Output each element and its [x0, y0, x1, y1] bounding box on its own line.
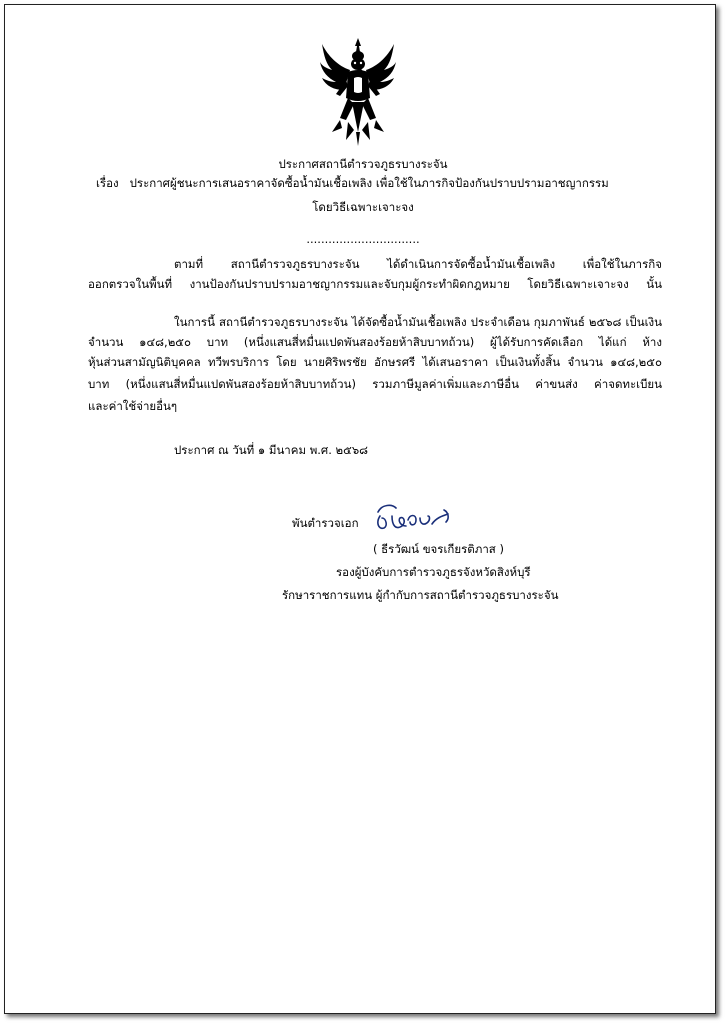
signer-rank: พันตำรวจเอก: [292, 516, 359, 530]
para1-line2: ออกตรวจในพื้นที่ งานป้องกันปราบปรามอาชญากรรมและจับกุมผู้กระทำผิดกฎหมาย โดยวิธีเฉพาะเจาะจง นั้น: [88, 277, 662, 291]
subject-line-2: โดยวิธีเฉพาะเจาะจง: [312, 200, 414, 214]
para2-line1: ในการนี้ สถานีตำรวจภูธรบางระจัน ได้จัดซื้อน้ำมันเชื้อเพลิง ประจำเดือน กุมภาพันธ์ ๒๕๖๘ เป็นเงิน: [174, 315, 662, 329]
announce-date: ประกาศ ณ วันที่ ๑ มีนาคม พ.ศ. ๒๕๖๘: [174, 443, 368, 457]
subject-text: ประกาศผู้ชนะการเสนอราคาจัดซื้อน้ำมันเชื้อเพลิง เพื่อใช้ในภารกิจป้องกันปราบปรามอาชญากรรม: [129, 176, 609, 190]
signer-position-2: รักษาราชการแทน ผู้กำกับการสถานีตำรวจภูธรบางระจัน: [282, 588, 559, 602]
signer-name: ( ธีรวัฒน์ ขจรเกียรติภาส ): [373, 542, 504, 556]
para1-line1: ตามที่ สถานีตำรวจภูธรบางระจัน ได้ดำเนินการจัดซื้อน้ำมันเชื้อเพลิง เพื่อใช้ในภารกิจ: [174, 257, 662, 271]
handwritten-signature: [370, 502, 462, 532]
garuda-emblem-icon: [318, 36, 398, 148]
document-heading: ประกาศสถานีตำรวจภูธรบางระจัน: [278, 157, 448, 171]
para2-line5: และค่าใช้จ่ายอื่นๆ: [88, 399, 178, 413]
para2-line4: บาท (หนึ่งแสนสี่หมื่นแปดพันสองร้อยห้าสิบบาทถ้วน) รวมภาษีมูลค่าเพิ่มและภาษีอื่น ค่าขนส่ง ค่าจดทะเบียน: [88, 377, 662, 391]
dotted-divider: ...............................: [306, 232, 420, 246]
subject-label: เรื่อง: [96, 176, 119, 190]
subject-line: [96, 175, 609, 191]
signer-position-1: รองผู้บังคับการตำรวจภูธรจังหวัดสิงห์บุรี: [336, 565, 531, 579]
para2-line2: จำนวน ๑๔๘,๒๕๐ บาท (หนึ่งแสนสี่หมื่นแปดพันสองร้อยห้าสิบบาทถ้วน) ผู้ได้รับการคัดเลือก ได้แก่ ห้าง: [88, 335, 662, 349]
para2-line3: หุ้นส่วนสามัญนิติบุคคล ทวีพรบริการ โดย นายศิริพรชัย อักษรศรี ได้เสนอราคา เป็นเงินทั้งสิ้น จำนวน ๑๔๘,๒๕๐: [88, 355, 662, 369]
